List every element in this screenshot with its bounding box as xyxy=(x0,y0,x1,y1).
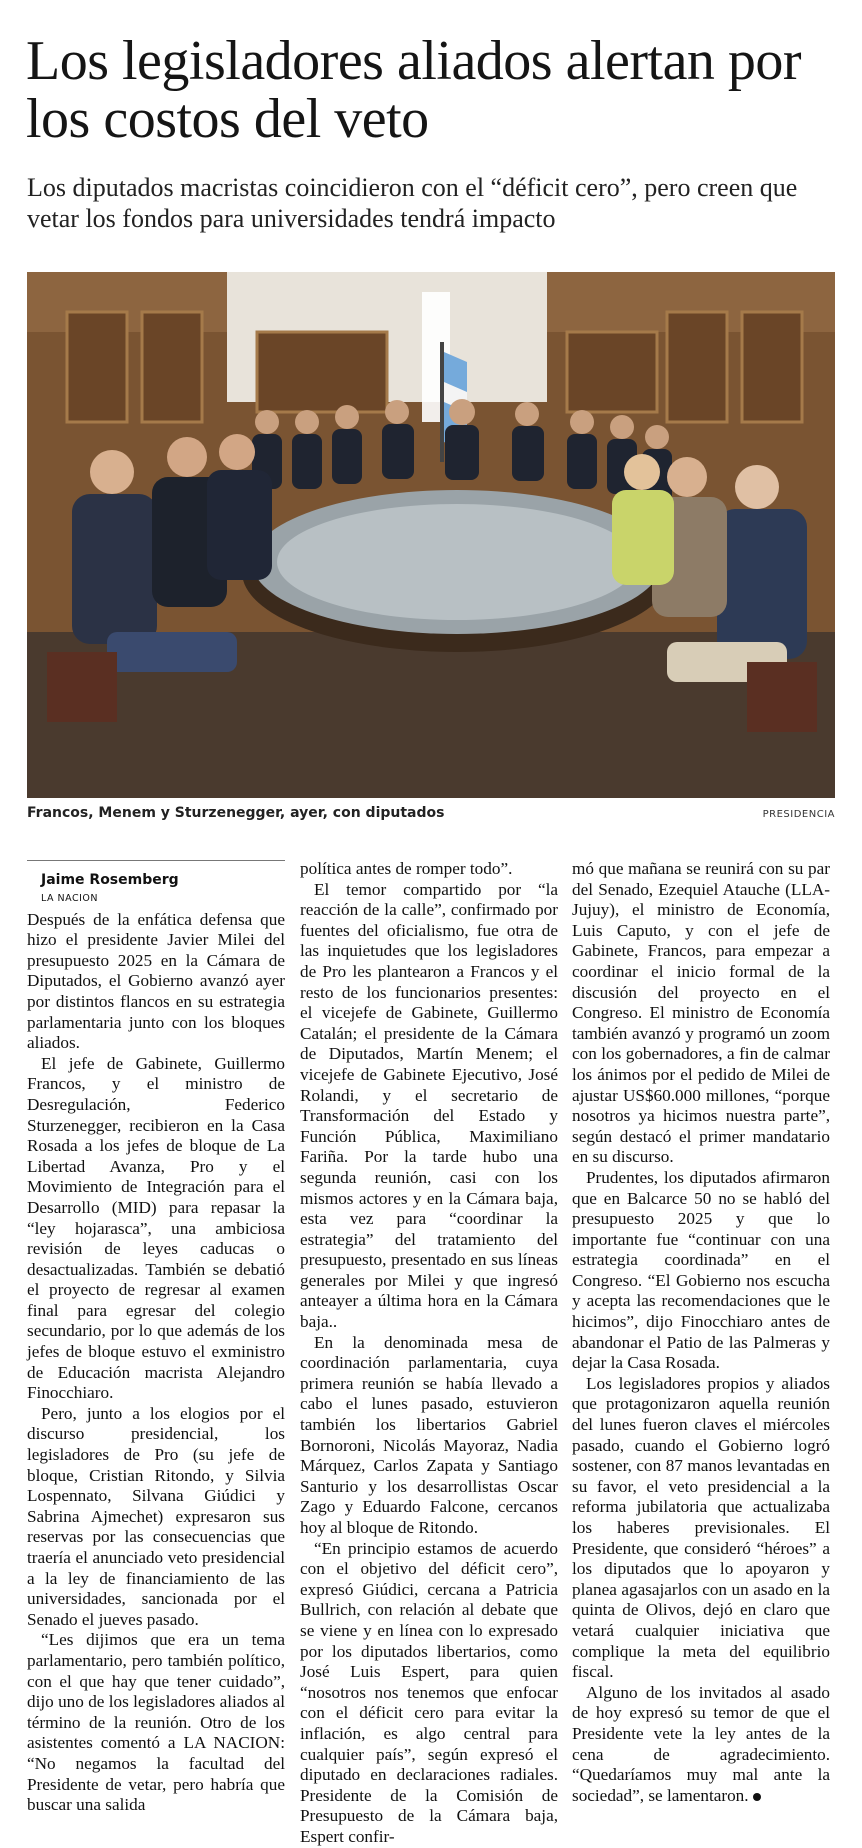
paragraph: Prudentes, los diputados afirmaron que en Balcarce 50 no se habló del presupuesto 2025 y que lo importante fue “continuar con una estrategia coordinada” en el Congreso. “El Gobierno nos escucha y acepta las recomendaciones que le hicimos”, dijo Finocchiaro antes de abandonar el Patio de las Palmeras y dejar la Casa Rosada. xyxy=(572,1167,830,1373)
paragraph-final xyxy=(572,1683,830,1807)
paragraph: “Les dijimos que era un tema parlamentario, pero también político, con el que hay que tener cuidado”, dijo uno de los legisladores aliados al término de la reunión. Otro de los asistentes comentó a LA NACION: “No negamos la facultad del Presidente de vetar, pero habría que buscar una salida xyxy=(27,1630,285,1815)
paragraph: En la denominada mesa de coordinación parlamentaria, cuya primera reunión se había llevado a cabo el lunes pasado, estuvieron también los libertarios Gabriel Bornoroni, Nicolás Mayoraz, Nadia Márquez, Carlos Zapata y Santiago Santurio y los desarrollistas Oscar Zago y Eduardo Falcone, cercanos hoy al bloque de Ritondo. xyxy=(300,1332,558,1537)
subheadline: Los diputados macristas coincidieron con el “déficit cero”, pero creen que vetar los fondos para universidades tendrá impacto xyxy=(27,173,798,233)
headline: Los legisladores aliados alertan por los costos del veto xyxy=(26,30,802,150)
article-column-1 xyxy=(27,860,285,1816)
paragraph: Pero, junto a los elogios por el discurso presidencial, los legisladores de Pro (su jefe de bloque, Cristian Ritondo, y Silvia Lospennato, Silvana Giúdici y Sabrina Ajmechet) expresaron sus reservas por las consecuencias que traería el anunciado veto presidencial a la ley de financiamiento de las universidades, sancionada por el Senado el jueves pasado. xyxy=(27,1403,285,1629)
paragraph: mó que mañana se reunirá con su par del Senado, Ezequiel Atauche (LLA-Jujuy), el ministro de Economía, Luis Caputo, y con el jefe de Gabinete, Francos, para empezar a coordinar el inicio formal de la discusión del proyecto en el Congreso. El ministro de Economía también avanzó y programó un zoom con los gobernadores, a fin de calmar los ánimos por el pedido de Milei de ajustar US$60.000 millones, “porque nosotros ya hicimos nuestra parte”, según destacó el primer mandatario en su discurso. xyxy=(572,859,830,1167)
byline-outlet: LA NACION xyxy=(41,893,98,904)
paragraph: Después de la enfática defensa que hizo el presidente Javier Milei del presupuesto 2025 en la Cámara de Diputados, el Gobierno avanzó ayer por distintos flancos en su estrategia parlamentaria junto con los bloques aliados. xyxy=(27,909,285,1053)
article-column-3 xyxy=(572,859,830,1806)
paragraph: política antes de romper todo”. xyxy=(300,859,513,878)
meeting-photo-illustration xyxy=(27,272,835,798)
byline-divider xyxy=(27,860,285,861)
end-of-article-mark xyxy=(753,1793,761,1801)
photo-credit: PRESIDENCIA xyxy=(762,809,835,820)
paragraph: El temor compartido por “la reacción de la calle”, confirmado por fuentes del oficialismo, fue otra de las inquietudes que los legisladores de Pro les plantearon a Francos y el resto de los funcionarios presentes: el vicejefe de Gabinete, Guillermo Catalán; el presidente de la Cámara de Diputados, Martín Menem; el vicejefe de Gabinete Ejecutivo, José Rolandi, y el secretario de Transformación del Estado y Función Pública, Maximiliano Fariña. Por la tarde hubo una segunda reunión, casi con los mismos actores y en la Cámara baja, esta vez para “coordinar la estrategia” del tratamiento del presupuesto, presentado en sus líneas generales por Milei y que ingresó anteayer a última hora en la Cámara baja.. xyxy=(300,879,558,1332)
paragraph: “En principio estamos de acuerdo con el objetivo del déficit cero”, expresó Giúdici, cercana a Patricia Bullrich, con relación al debate que se viene y en línea con lo expresado por los diputados libertarios, como José Luis Espert, para quien “nosotros nos tenemos que enfocar con el déficit cero para evitar la inflación, es algo central para cualquier país”, según expresó el diputado en declaraciones radiales. Presidente de la Comisión de Presupuesto de la Cámara baja, Espert confir- xyxy=(300,1538,558,1846)
meeting-photo xyxy=(27,272,835,798)
photo-caption: Francos, Menem y Sturzenegger, ayer, con diputados xyxy=(27,805,445,821)
paragraph: Los legisladores propios y aliados que protagonizaron aquella reunión del lunes fueron claves el miércoles pasado, cuando el Gobierno logró sostener, con 87 manos levantadas en su favor, el veto presidencial a la reforma jubilatoria que actualizaba los haberes previsionales. El Presidente, que consideró “héroes” a los diputados que lo apoyaron y planea agasajarlos con un asado en la quinta de Olivos, dejó en claro que vetará cualquier iniciativa que complique la meta del equilibrio fiscal. xyxy=(572,1373,830,1682)
paragraph: El jefe de Gabinete, Guillermo Francos, y el ministro de Desregulación, Federico Sturzenegger, recibieron en la Casa Rosada a los jefes de bloque de La Libertad Avanza, Pro y el Movimiento de Integración para el Desarrollo (MID) para repasar la “ley hojarasca”, una ambiciosa revisión de leyes caducas o desactualizadas. También se debatió el proyecto de regresar al examen final para egresar del colegio secundario, por lo que además de los jefes de bloque estuvo el exministro de Educación macrista Alejandro Finocchiaro. xyxy=(27,1053,285,1403)
article-column-2 xyxy=(300,859,558,1848)
byline-author: Jaime Rosemberg xyxy=(41,872,179,888)
paragraph-final-text: Alguno de los invitados al asado de hoy expresó su temor de que el Presidente vete la ley antes de la cena de agradecimiento. “Quedaríamos muy mal ante la sociedad”, se lamentaron. xyxy=(572,1682,830,1805)
